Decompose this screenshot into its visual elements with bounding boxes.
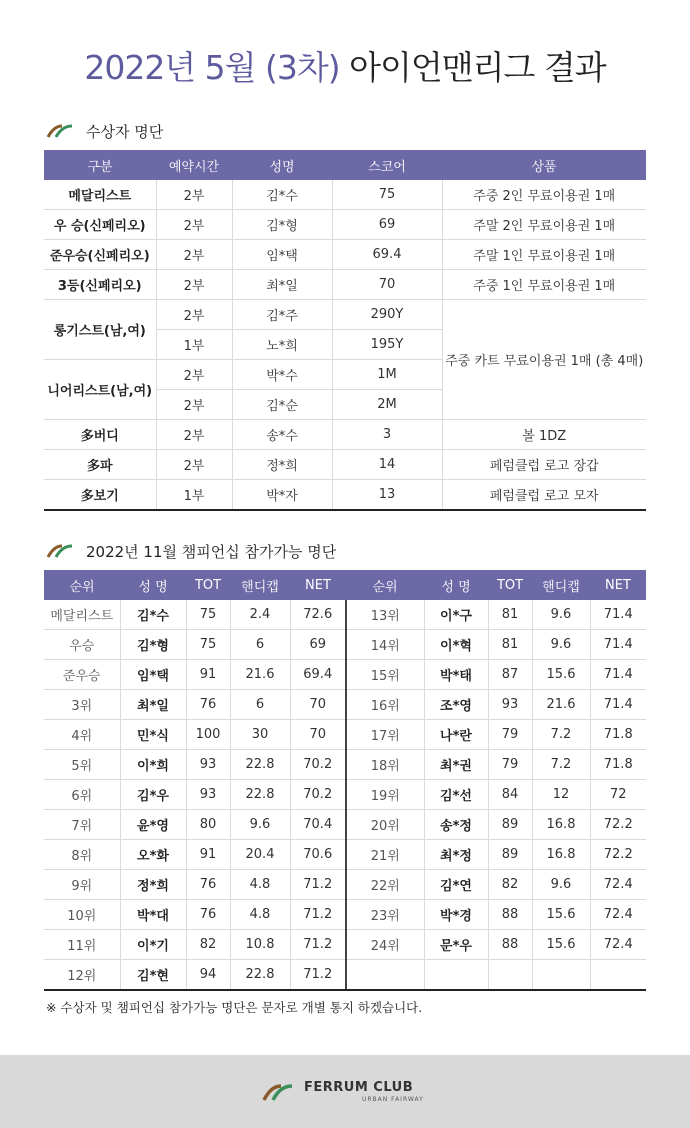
champs-cell: 20위 — [346, 810, 424, 840]
table-row — [44, 480, 646, 511]
champs-cell: 8위 — [44, 840, 120, 870]
champs-cell: 김*선 — [424, 780, 488, 810]
champs-cell: 10.8 — [230, 930, 290, 960]
champs-col-header: NET — [290, 570, 346, 600]
champs-cell: 71.2 — [290, 870, 346, 900]
champs-col-header: 성 명 — [120, 570, 186, 600]
champs-col-header: 순위 — [44, 570, 120, 600]
champs-heading-text: 2022년 11월 챔피언십 참가가능 명단 — [86, 542, 337, 561]
champs-section-heading — [46, 540, 336, 562]
winners-cell-prize: 주말 2인 무료이용권 1매 — [442, 210, 646, 240]
footer-logo — [262, 1080, 424, 1103]
winners-cell-time: 2부 — [156, 300, 232, 330]
champs-cell: 12위 — [44, 960, 120, 991]
champs-cell: 16.8 — [532, 840, 590, 870]
champs-cell: 9.6 — [532, 870, 590, 900]
champs-cell: 71.4 — [590, 690, 646, 720]
title-league: 아이언맨리그 결과 — [349, 48, 606, 87]
winners-cell-time: 2부 — [156, 420, 232, 450]
champs-cell: 6 — [230, 690, 290, 720]
winners-cell-prize: 주중 카트 무료이용권 1매 (총 4매) — [442, 300, 646, 420]
winners-cell-time: 2부 — [156, 210, 232, 240]
winners-cell-name: 김*순 — [232, 390, 332, 420]
champs-cell: 최*권 — [424, 750, 488, 780]
champs-cell: 80 — [186, 810, 230, 840]
champs-cell: 16위 — [346, 690, 424, 720]
champs-cell: 91 — [186, 660, 230, 690]
champs-cell: 9위 — [44, 870, 120, 900]
champs-cell: 이*희 — [120, 750, 186, 780]
champs-cell: 4.8 — [230, 870, 290, 900]
champs-cell: 박*경 — [424, 900, 488, 930]
champs-cell — [488, 960, 532, 991]
champs-cell: 9.6 — [230, 810, 290, 840]
champs-cell: 9.6 — [532, 630, 590, 660]
champs-cell: 71.4 — [590, 630, 646, 660]
table-row — [44, 270, 646, 300]
champs-cell: 71.2 — [290, 900, 346, 930]
champs-cell: 최*정 — [424, 840, 488, 870]
champs-cell: 79 — [488, 720, 532, 750]
table-row — [44, 810, 646, 840]
champs-table — [44, 570, 646, 991]
champs-cell: 문*우 — [424, 930, 488, 960]
winners-cell-score: 195Y — [332, 330, 442, 360]
champs-cell: 나*란 — [424, 720, 488, 750]
champs-cell: 김*형 — [120, 630, 186, 660]
notice-text: ※ 수상자 및 챔피언십 참가가능 명단은 문자로 개별 통지 하겠습니다. — [46, 1000, 423, 1015]
winners-cell-prize: 페럼클럽 로고 장갑 — [442, 450, 646, 480]
champs-cell: 71.8 — [590, 720, 646, 750]
winners-cell-score: 14 — [332, 450, 442, 480]
winners-cell-prize: 주중 2인 무료이용권 1매 — [442, 180, 646, 210]
champs-cell: 메달리스트 — [44, 600, 120, 630]
champs-cell: 2.4 — [230, 600, 290, 630]
champs-cell: 30 — [230, 720, 290, 750]
champs-col-header: 순위 — [346, 570, 424, 600]
table-row — [44, 240, 646, 270]
champs-cell: 76 — [186, 900, 230, 930]
champs-cell: 22.8 — [230, 780, 290, 810]
page-title — [0, 42, 690, 89]
champs-cell: 81 — [488, 630, 532, 660]
champs-cell: 11위 — [44, 930, 120, 960]
champs-cell: 72 — [590, 780, 646, 810]
champs-cell: 23위 — [346, 900, 424, 930]
champs-cell: 69.4 — [290, 660, 346, 690]
winners-cell-score: 1M — [332, 360, 442, 390]
title-date: 2022년 5월 (3차) — [84, 48, 350, 87]
table-row — [44, 960, 646, 991]
champs-cell: 이*구 — [424, 600, 488, 630]
winners-col-header: 스코어 — [332, 150, 442, 180]
winners-cell-cat: 多버디 — [44, 420, 156, 450]
winners-cell-cat: 메달리스트 — [44, 180, 156, 210]
champs-cell: 15위 — [346, 660, 424, 690]
champs-cell: 70 — [290, 720, 346, 750]
champs-cell: 22.8 — [230, 960, 290, 991]
champs-cell: 김*연 — [424, 870, 488, 900]
champs-cell: 72.2 — [590, 840, 646, 870]
table-row — [44, 210, 646, 240]
winners-cell-name: 김*주 — [232, 300, 332, 330]
table-row — [44, 450, 646, 480]
winners-col-header: 상품 — [442, 150, 646, 180]
winners-cell-time: 2부 — [156, 390, 232, 420]
winners-cell-score: 75 — [332, 180, 442, 210]
winners-cell-score: 70 — [332, 270, 442, 300]
champs-cell: 72.2 — [590, 810, 646, 840]
champs-cell: 72.4 — [590, 900, 646, 930]
champs-cell: 79 — [488, 750, 532, 780]
table-row — [44, 300, 646, 330]
champs-cell — [590, 960, 646, 991]
champs-cell: 3위 — [44, 690, 120, 720]
table-row — [44, 660, 646, 690]
champs-cell: 임*택 — [120, 660, 186, 690]
champs-cell: 14위 — [346, 630, 424, 660]
champs-cell: 70.4 — [290, 810, 346, 840]
champs-cell: 82 — [186, 930, 230, 960]
champs-cell: 15.6 — [532, 900, 590, 930]
champs-cell: 16.8 — [532, 810, 590, 840]
champs-cell: 윤*영 — [120, 810, 186, 840]
champs-cell: 94 — [186, 960, 230, 991]
champs-cell: 이*기 — [120, 930, 186, 960]
champs-cell: 22위 — [346, 870, 424, 900]
winners-cell-cat: 니어리스트(남,여) — [44, 360, 156, 420]
table-row — [44, 750, 646, 780]
champs-cell: 22.8 — [230, 750, 290, 780]
champs-cell: 4.8 — [230, 900, 290, 930]
champs-cell: 72.6 — [290, 600, 346, 630]
table-row — [44, 780, 646, 810]
champs-cell: 72.4 — [590, 930, 646, 960]
champs-cell: 민*식 — [120, 720, 186, 750]
winners-heading-text: 수상자 명단 — [86, 122, 164, 141]
table-row — [44, 840, 646, 870]
table-row — [44, 630, 646, 660]
champs-cell: 91 — [186, 840, 230, 870]
winners-cell-name: 정*희 — [232, 450, 332, 480]
champs-cell: 이*혁 — [424, 630, 488, 660]
champs-cell: 93 — [488, 690, 532, 720]
champs-cell: 93 — [186, 750, 230, 780]
champs-col-header: NET — [590, 570, 646, 600]
winners-cell-score: 13 — [332, 480, 442, 511]
champs-cell: 6위 — [44, 780, 120, 810]
champs-cell: 24위 — [346, 930, 424, 960]
section-logo-icon — [46, 544, 74, 558]
champs-cell: 21.6 — [532, 690, 590, 720]
table-row — [44, 870, 646, 900]
winners-cell-prize: 볼 1DZ — [442, 420, 646, 450]
winners-cell-cat: 준우승(신페리오) — [44, 240, 156, 270]
winners-table — [44, 150, 646, 511]
winners-cell-prize: 주말 1인 무료이용권 1매 — [442, 240, 646, 270]
champs-cell: 71.4 — [590, 600, 646, 630]
champs-col-header: TOT — [488, 570, 532, 600]
winners-cell-score: 3 — [332, 420, 442, 450]
winners-cell-name: 최*일 — [232, 270, 332, 300]
winners-cell-cat: 롱기스트(남,여) — [44, 300, 156, 360]
champs-cell: 100 — [186, 720, 230, 750]
champs-cell: 김*우 — [120, 780, 186, 810]
winners-cell-name: 김*형 — [232, 210, 332, 240]
champs-cell: 20.4 — [230, 840, 290, 870]
winners-cell-name: 박*자 — [232, 480, 332, 511]
section-logo-icon — [46, 124, 74, 138]
table-row — [44, 180, 646, 210]
winners-cell-cat: 多보기 — [44, 480, 156, 511]
champs-cell: 21위 — [346, 840, 424, 870]
winners-cell-score: 69.4 — [332, 240, 442, 270]
champs-cell: 12 — [532, 780, 590, 810]
table-row — [44, 900, 646, 930]
champs-col-header: 핸디캡 — [230, 570, 290, 600]
winners-cell-time: 1부 — [156, 330, 232, 360]
winners-col-header: 예약시간 — [156, 150, 232, 180]
champs-cell: 75 — [186, 600, 230, 630]
winners-section-heading — [46, 120, 163, 142]
champs-cell: 19위 — [346, 780, 424, 810]
champs-cell — [346, 960, 424, 991]
champs-cell: 오*화 — [120, 840, 186, 870]
winners-cell-time: 2부 — [156, 240, 232, 270]
champs-cell: 9.6 — [532, 600, 590, 630]
champs-cell: 76 — [186, 690, 230, 720]
champs-cell — [532, 960, 590, 991]
champs-cell: 박*대 — [120, 900, 186, 930]
footer-sub: URBAN FAIRWAY — [362, 1096, 424, 1103]
champs-cell: 87 — [488, 660, 532, 690]
champs-cell: 김*현 — [120, 960, 186, 991]
winners-col-header: 구분 — [44, 150, 156, 180]
winners-cell-name: 김*수 — [232, 180, 332, 210]
champs-cell: 71.4 — [590, 660, 646, 690]
champs-col-header: 성 명 — [424, 570, 488, 600]
champs-cell: 89 — [488, 840, 532, 870]
champs-cell: 89 — [488, 810, 532, 840]
winners-cell-cat: 多파 — [44, 450, 156, 480]
champs-cell: 13위 — [346, 600, 424, 630]
winners-cell-cat: 3등(신페리오) — [44, 270, 156, 300]
champs-cell: 81 — [488, 600, 532, 630]
champs-cell: 70 — [290, 690, 346, 720]
champs-cell: 최*일 — [120, 690, 186, 720]
champs-cell: 김*수 — [120, 600, 186, 630]
champs-cell — [424, 960, 488, 991]
table-row — [44, 600, 646, 630]
champs-col-header: 핸디캡 — [532, 570, 590, 600]
champs-cell: 6 — [230, 630, 290, 660]
winners-cell-score: 2M — [332, 390, 442, 420]
champs-col-header: TOT — [186, 570, 230, 600]
table-row — [44, 930, 646, 960]
winners-cell-time: 2부 — [156, 180, 232, 210]
champs-cell: 69 — [290, 630, 346, 660]
table-row — [44, 720, 646, 750]
winners-cell-time: 2부 — [156, 450, 232, 480]
table-row — [44, 420, 646, 450]
winners-cell-score: 290Y — [332, 300, 442, 330]
champs-cell: 준우승 — [44, 660, 120, 690]
champs-cell: 7위 — [44, 810, 120, 840]
champs-cell: 17위 — [346, 720, 424, 750]
winners-cell-name: 노*희 — [232, 330, 332, 360]
champs-cell: 정*희 — [120, 870, 186, 900]
winners-cell-time: 1부 — [156, 480, 232, 511]
champs-cell: 4위 — [44, 720, 120, 750]
champs-cell: 박*태 — [424, 660, 488, 690]
champs-cell: 15.6 — [532, 930, 590, 960]
winners-cell-name: 임*택 — [232, 240, 332, 270]
champs-cell: 7.2 — [532, 750, 590, 780]
champs-cell: 70.2 — [290, 750, 346, 780]
champs-cell: 88 — [488, 900, 532, 930]
champs-cell: 71.8 — [590, 750, 646, 780]
champs-cell: 82 — [488, 870, 532, 900]
champs-cell: 75 — [186, 630, 230, 660]
winners-cell-cat: 우 승(신페리오) — [44, 210, 156, 240]
champs-cell: 21.6 — [230, 660, 290, 690]
champs-cell: 우승 — [44, 630, 120, 660]
table-row — [44, 690, 646, 720]
winners-cell-name: 송*수 — [232, 420, 332, 450]
champs-cell: 88 — [488, 930, 532, 960]
champs-cell: 18위 — [346, 750, 424, 780]
champs-cell: 70.2 — [290, 780, 346, 810]
footer-brand: FERRUM CLUB — [304, 1080, 414, 1095]
winners-cell-name: 박*수 — [232, 360, 332, 390]
champs-cell: 84 — [488, 780, 532, 810]
champs-cell: 71.2 — [290, 960, 346, 991]
winners-col-header: 성명 — [232, 150, 332, 180]
champs-cell: 70.6 — [290, 840, 346, 870]
champs-cell: 송*정 — [424, 810, 488, 840]
winners-cell-prize: 페럼클럽 로고 모자 — [442, 480, 646, 511]
champs-cell: 71.2 — [290, 930, 346, 960]
winners-cell-time: 2부 — [156, 360, 232, 390]
winners-cell-time: 2부 — [156, 270, 232, 300]
champs-cell: 15.6 — [532, 660, 590, 690]
champs-cell: 93 — [186, 780, 230, 810]
champs-cell: 7.2 — [532, 720, 590, 750]
winners-cell-prize: 주중 1인 무료이용권 1매 — [442, 270, 646, 300]
champs-cell: 76 — [186, 870, 230, 900]
champs-cell: 조*영 — [424, 690, 488, 720]
winners-cell-score: 69 — [332, 210, 442, 240]
champs-cell: 72.4 — [590, 870, 646, 900]
champs-cell: 5위 — [44, 750, 120, 780]
ferrum-logo-icon — [262, 1083, 294, 1101]
champs-cell: 10위 — [44, 900, 120, 930]
